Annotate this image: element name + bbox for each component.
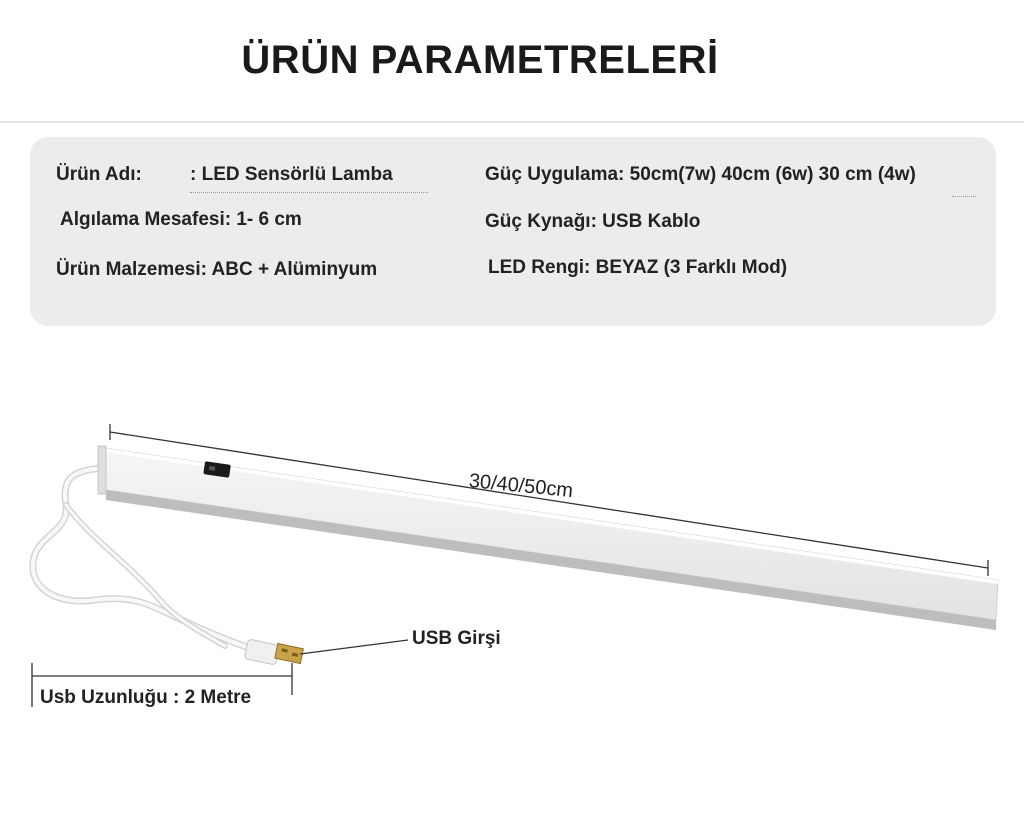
- led-color: LED Rengi: BEYAZ (3 Farklı Mod): [488, 257, 788, 278]
- led-bar-body: [104, 448, 998, 620]
- product-name-value: : LED Sensörlü Lamba: [190, 164, 428, 193]
- detection-distance: Algılama Mesafesi: 1- 6 cm: [60, 209, 302, 230]
- usb-length-label: Usb Uzunluğu : 2 Metre: [40, 687, 252, 708]
- power-source: Güç Kynağı: USB Kablo: [485, 211, 701, 232]
- page-title: ÜRÜN PARAMETRELERİ: [241, 38, 719, 82]
- length-dimension-label: 30/40/50cm: [467, 470, 575, 503]
- usb-plug: [244, 639, 303, 665]
- usb-pointer-line: [300, 640, 408, 654]
- usb-input-label: USB Girşi: [412, 628, 501, 649]
- product-name-label: Ürün Adı:: [56, 164, 142, 185]
- product-material: Ürün Malzemesi: ABC + Alüminyum: [56, 259, 378, 280]
- power-application: Güç Uygulama: 50cm(7w) 40cm (6w) 30 cm (4w): [485, 164, 916, 185]
